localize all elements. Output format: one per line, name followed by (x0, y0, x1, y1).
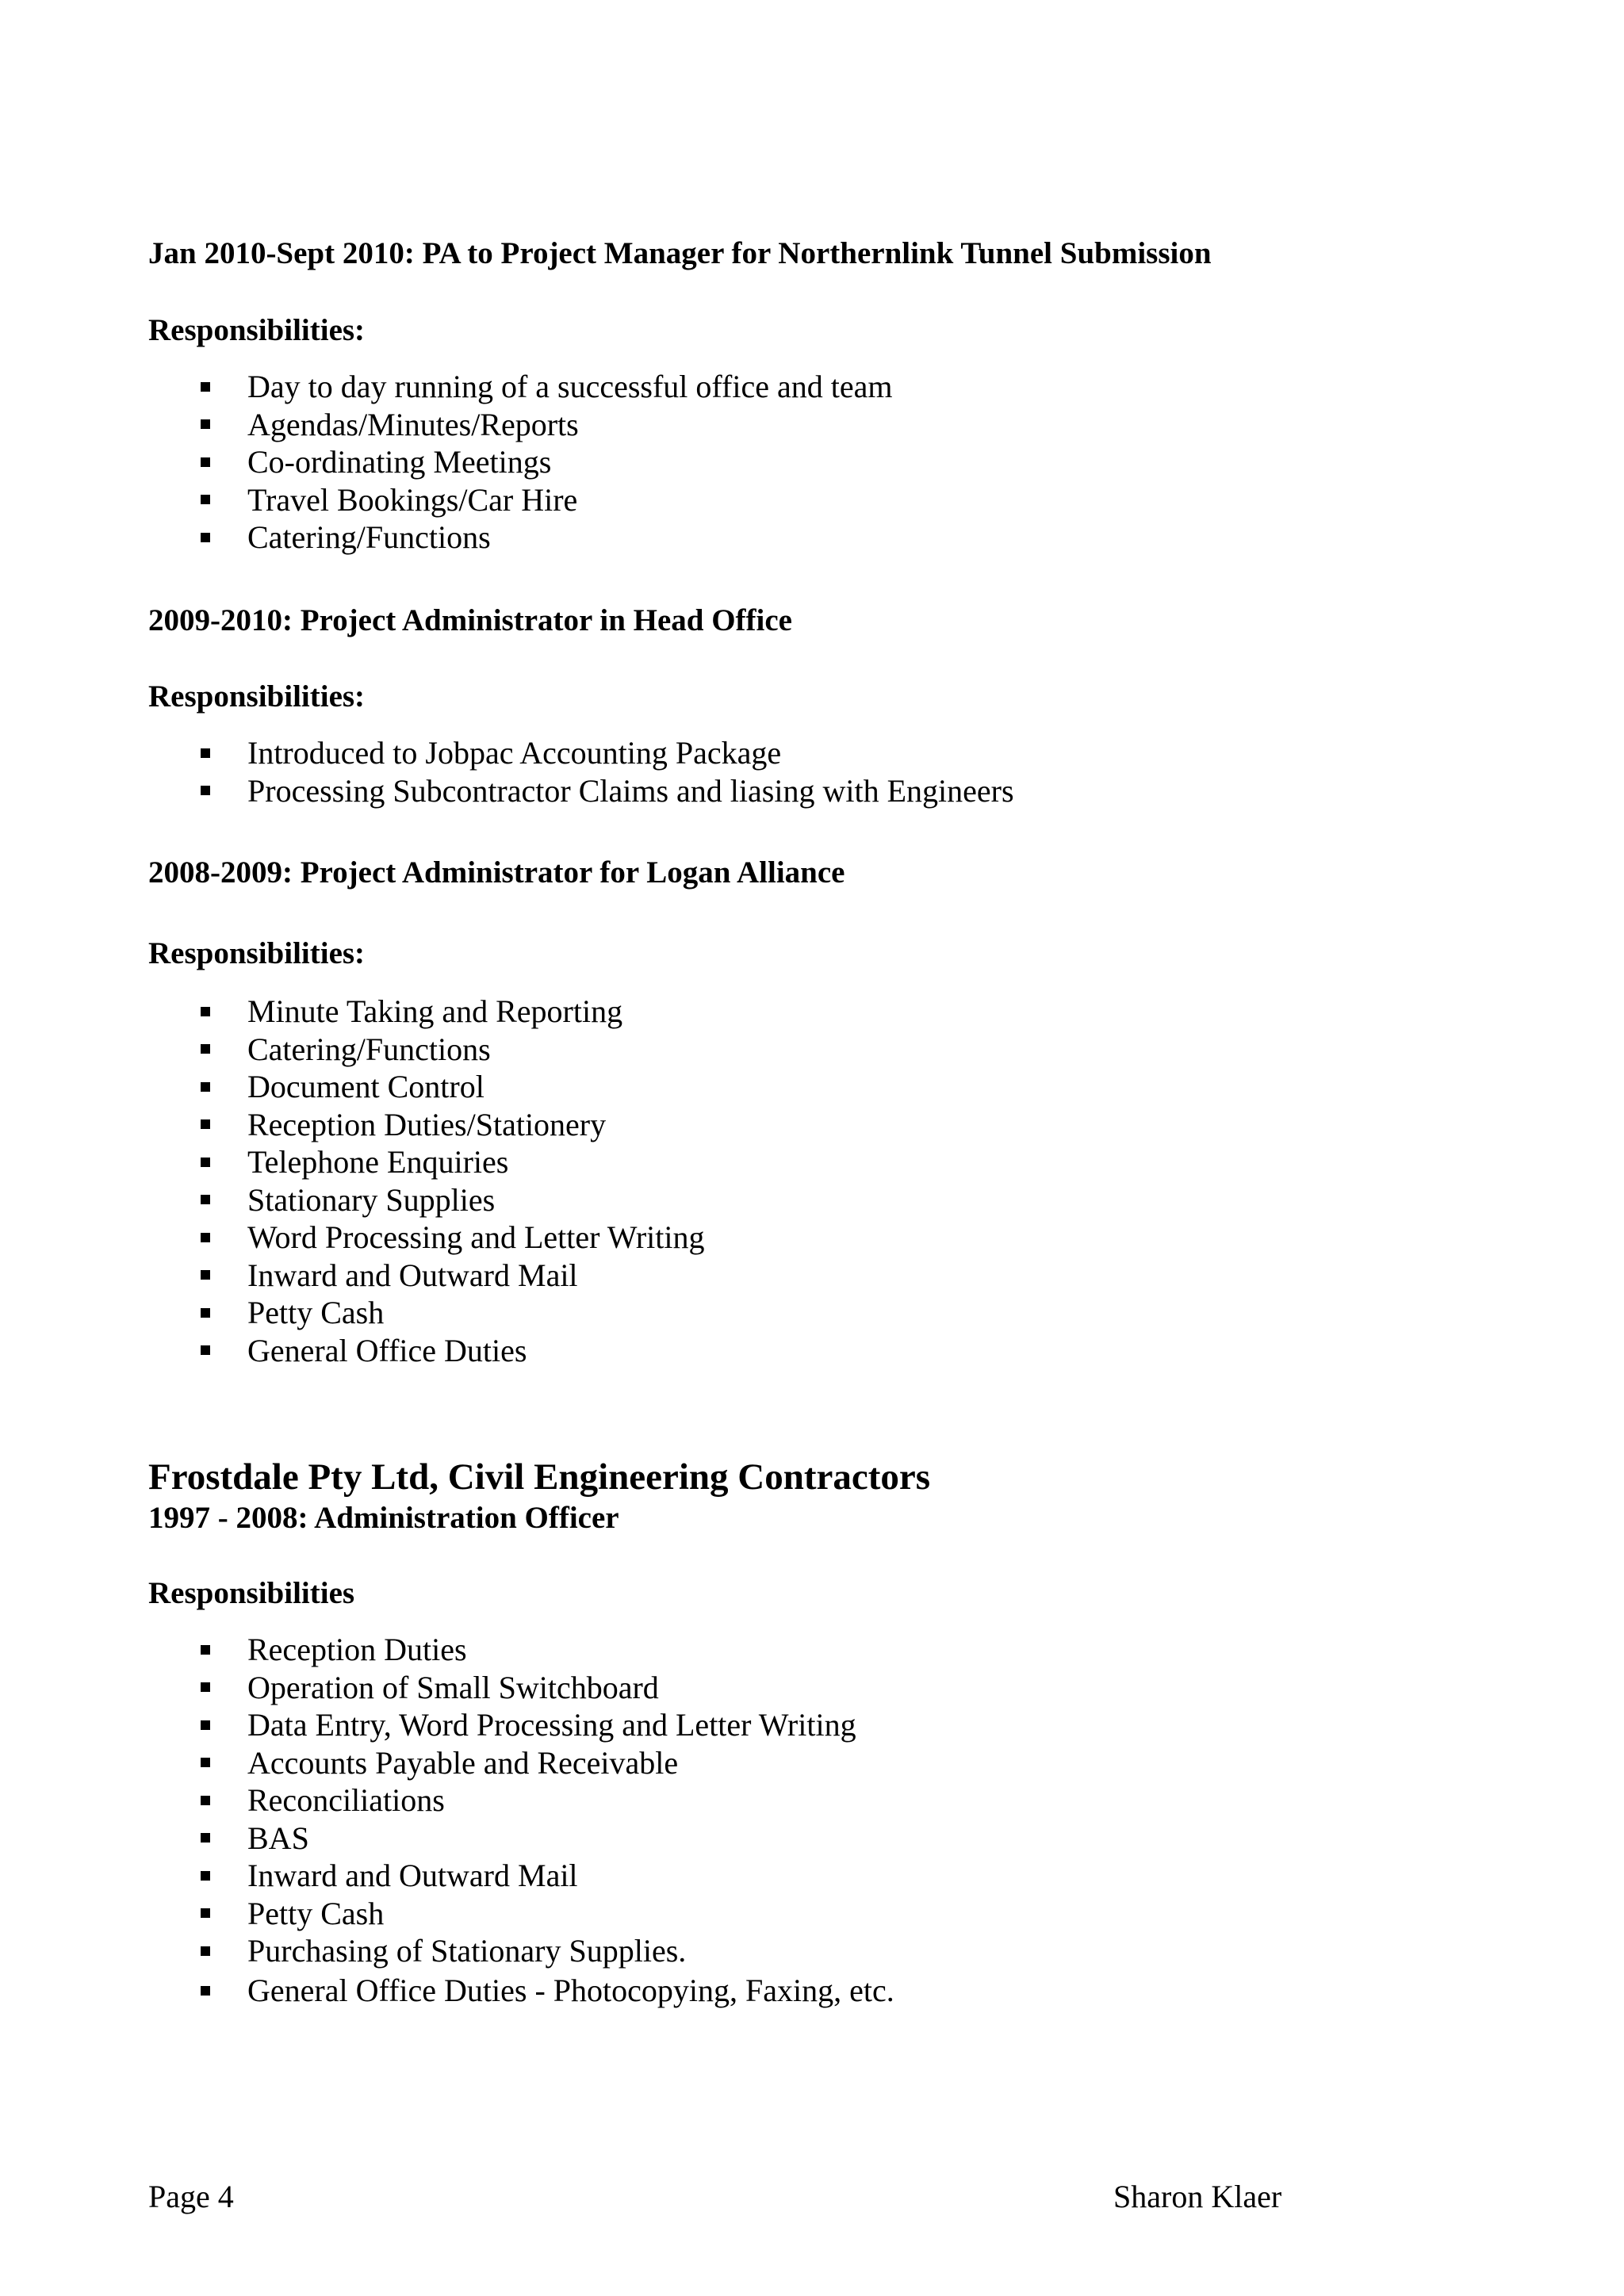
list-item: Minute Taking and Reporting (0, 993, 705, 1031)
list-item: Word Processing and Letter Writing (0, 1219, 705, 1257)
section-4-responsibilities-label: Responsibilities (148, 1576, 355, 1610)
list-item: Document Control (0, 1068, 705, 1106)
list-item: General Office Duties - Photocopying, Faxing, etc. (0, 1970, 894, 2011)
list-item: Reception Duties/Stationery (0, 1106, 705, 1144)
bullet-icon (201, 1986, 210, 1996)
list-item: Inward and Outward Mail (0, 1857, 894, 1895)
list-item: Day to day running of a successful office and team (0, 368, 892, 406)
bullet-icon (201, 1044, 210, 1054)
list-item: Petty Cash (0, 1895, 894, 1933)
list-item: Co-ordinating Meetings (0, 443, 892, 481)
list-item: Catering/Functions (0, 1031, 705, 1069)
footer-page-number: Page 4 (148, 2179, 234, 2214)
list-item: Data Entry, Word Processing and Letter Writing (0, 1706, 894, 1744)
bullet-icon (201, 786, 210, 795)
bullet-icon (201, 1871, 210, 1881)
section-2-responsibilities-label: Responsibilities: (148, 679, 366, 714)
list-item: Travel Bookings/Car Hire (0, 481, 892, 519)
bullet-icon (201, 1308, 210, 1318)
bullet-icon (201, 495, 210, 504)
bullet-icon (201, 1195, 210, 1204)
list-item: Inward and Outward Mail (0, 1257, 705, 1295)
list-item: General Office Duties (0, 1332, 705, 1370)
section-2-list (0, 734, 1014, 809)
list-item: Reception Duties (0, 1631, 894, 1669)
bullet-icon (201, 1007, 210, 1016)
list-item: Telephone Enquiries (0, 1143, 705, 1181)
section-4-title: 1997 - 2008: Administration Officer (148, 1501, 619, 1535)
list-item: Introduced to Jobpac Accounting Package (0, 734, 1014, 772)
bullet-icon (201, 1645, 210, 1655)
bullet-icon (201, 1908, 210, 1918)
list-item: Petty Cash (0, 1294, 705, 1332)
bullet-icon (201, 1796, 210, 1805)
section-1-responsibilities-label: Responsibilities: (148, 313, 366, 347)
bullet-icon (201, 419, 210, 429)
bullet-icon (201, 1682, 210, 1692)
bullet-icon (201, 1833, 210, 1843)
bullet-icon (201, 1119, 210, 1129)
bullet-icon (201, 1720, 210, 1730)
section-3-title: 2008-2009: Project Administrator for Logan Alliance (148, 855, 845, 890)
list-item: Agendas/Minutes/Reports (0, 406, 892, 444)
list-item: Operation of Small Switchboard (0, 1669, 894, 1707)
list-item: Purchasing of Stationary Supplies. (0, 1932, 894, 1970)
section-1-title: Jan 2010-Sept 2010: PA to Project Manager for Northernlink Tunnel Submission (148, 236, 1212, 270)
list-item: Processing Subcontractor Claims and liasing with Engineers (0, 772, 1014, 810)
bullet-icon (201, 1158, 210, 1167)
section-1-list (0, 368, 892, 557)
bullet-icon (201, 1758, 210, 1767)
section-4-list (0, 1631, 894, 2011)
bullet-icon (201, 1233, 210, 1242)
bullet-icon (201, 1946, 210, 1956)
bullet-icon (201, 382, 210, 392)
bullet-icon (201, 533, 210, 542)
bullet-icon (201, 457, 210, 467)
list-item: Stationary Supplies (0, 1181, 705, 1219)
list-item: Accounts Payable and Receivable (0, 1744, 894, 1782)
bullet-icon (201, 1345, 210, 1355)
company-heading: Frostdale Pty Ltd, Civil Engineering Contractors (148, 1456, 931, 1498)
section-3-list (0, 993, 705, 1369)
section-2-title: 2009-2010: Project Administrator in Head Office (148, 603, 792, 637)
list-item: BAS (0, 1820, 894, 1858)
list-item: Catering/Functions (0, 519, 892, 557)
bullet-icon (201, 1082, 210, 1092)
bullet-icon (201, 1270, 210, 1280)
bullet-icon (201, 748, 210, 758)
section-3-responsibilities-label: Responsibilities: (148, 936, 366, 970)
list-item: Reconciliations (0, 1781, 894, 1820)
footer-author-name: Sharon Klaer (1113, 2179, 1282, 2214)
